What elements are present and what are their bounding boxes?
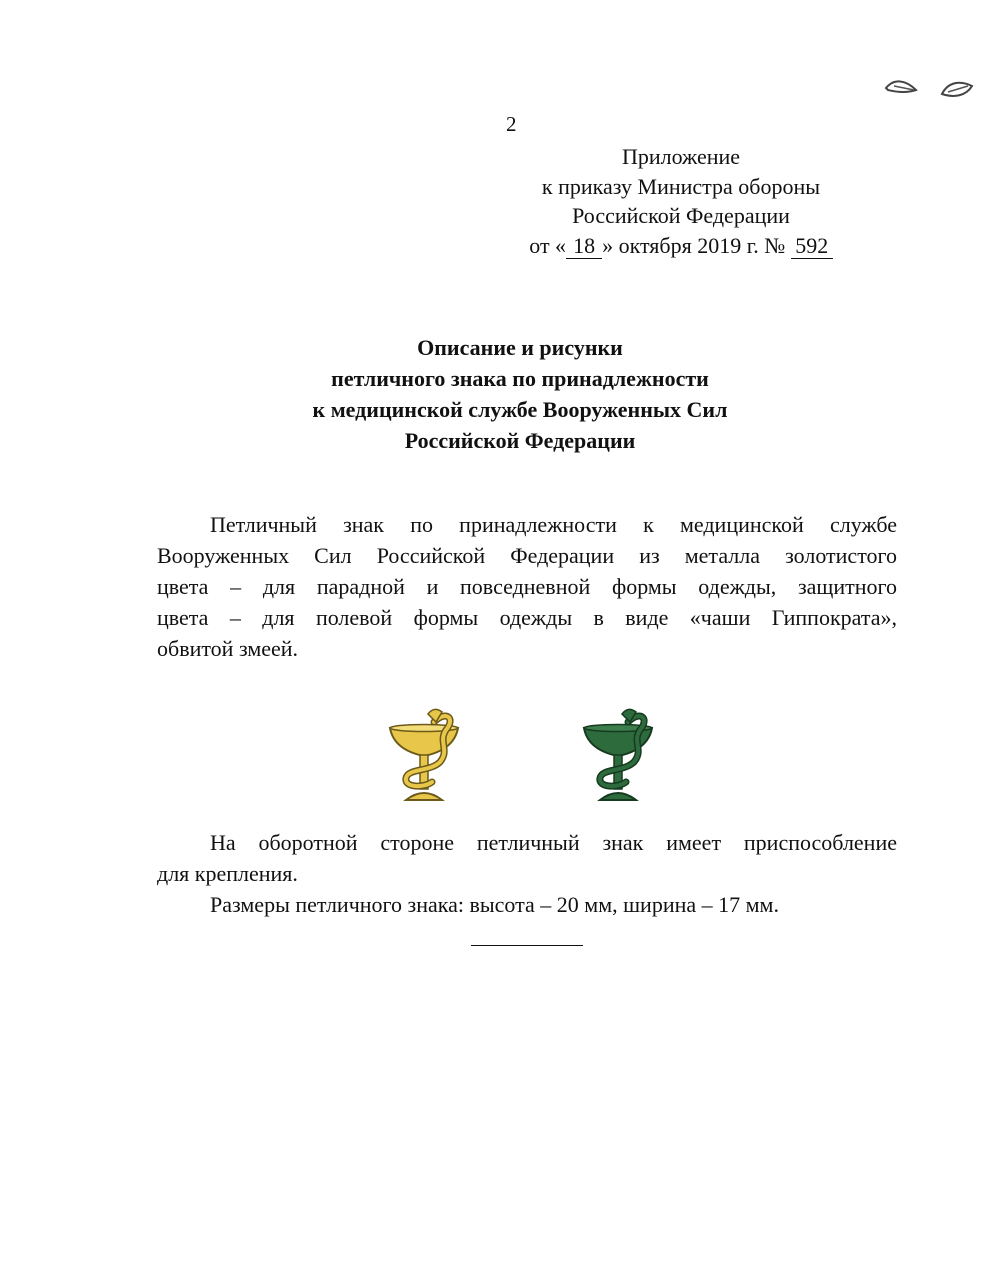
appendix-label: Приложение xyxy=(621,144,741,169)
appendix-header xyxy=(471,142,891,260)
paragraph-line: Размеры петличного знака: высота – 20 мм, ширина – 17 мм. xyxy=(210,892,779,917)
paragraph-line: обвитой змеей. xyxy=(157,636,299,661)
handwritten-mark-icon xyxy=(880,74,980,104)
gold-bowl-of-hygieia-icon xyxy=(384,700,464,808)
document-title xyxy=(120,332,920,456)
emblem-illustrations xyxy=(380,700,680,810)
paragraph-line: На оборотной стороне петличный знак имеет приспособление xyxy=(210,830,897,855)
paragraph-line: Вооруженных Сил Российской Федерации из металла золотистого xyxy=(157,543,897,568)
order-day: 18 xyxy=(566,234,602,259)
appendix-date-line xyxy=(471,231,891,261)
appendix-federation-line: Российской Федерации xyxy=(572,203,790,228)
paragraph-description xyxy=(157,509,897,664)
date-prefix: от « xyxy=(529,232,567,258)
title-line-2: петличного знака по принадлежности xyxy=(331,366,709,391)
paragraph-dimensions xyxy=(157,889,897,920)
paragraph-line: Петличный знак по принадлежности к медицинской службе xyxy=(210,512,897,537)
order-number: 592 xyxy=(791,234,833,259)
title-line-4: Российской Федерации xyxy=(404,428,636,453)
paragraph-line: цвета – для полевой формы одежды в виде «чаши Гиппократа», xyxy=(157,605,897,630)
appendix-order-line: к приказу Министра обороны xyxy=(541,173,821,199)
page-number: 2 xyxy=(506,112,517,136)
paragraph-line: цвета – для парадной и повседневной формы одежды, защитного xyxy=(157,574,897,599)
closing-divider xyxy=(471,945,583,946)
green-bowl-of-hygieia-icon xyxy=(578,700,658,808)
title-line-1: Описание и рисунки xyxy=(417,335,623,360)
title-line-3: к медицинской службе Вооруженных Сил xyxy=(312,397,728,422)
paragraph-reverse-side xyxy=(157,827,897,889)
paragraph-line: для крепления. xyxy=(157,861,298,886)
date-middle: » октября 2019 г. № xyxy=(602,232,786,258)
